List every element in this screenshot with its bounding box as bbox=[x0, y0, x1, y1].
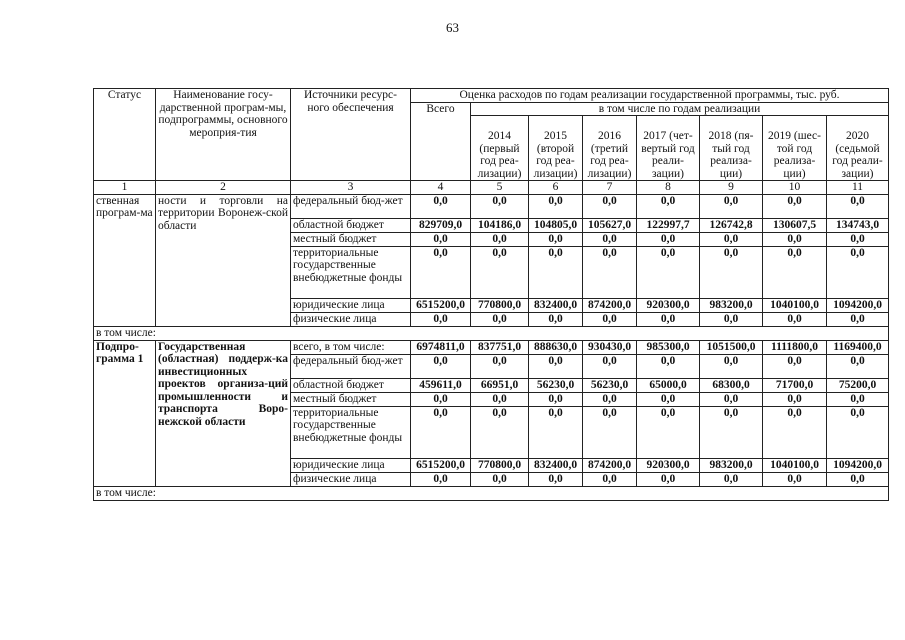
header-status: Статус bbox=[94, 89, 156, 181]
amount-cell: 874200,0 bbox=[583, 458, 637, 472]
funding-source: физические лица bbox=[291, 472, 411, 486]
amount-cell: 6515200,0 bbox=[411, 298, 471, 312]
amount-cell: 459611,0 bbox=[411, 378, 471, 392]
amount-cell: 0,0 bbox=[411, 472, 471, 486]
funding-source: территориальные государственные внебюджетные фонды bbox=[291, 246, 411, 298]
column-number: 5 bbox=[471, 181, 529, 195]
section-row bbox=[94, 326, 889, 340]
amount-cell: 832400,0 bbox=[529, 458, 583, 472]
funding-source: территориальные государственные внебюджетные фонды bbox=[291, 406, 411, 458]
amount-cell: 0,0 bbox=[700, 232, 763, 246]
column-number: 3 bbox=[291, 181, 411, 195]
page-number: 63 bbox=[446, 20, 459, 35]
amount-cell: 832400,0 bbox=[529, 298, 583, 312]
header-year-2018: 2018 (пя-тый год реализа-ции) bbox=[700, 116, 763, 181]
amount-cell: 0,0 bbox=[827, 354, 889, 378]
amount-cell: 0,0 bbox=[471, 406, 529, 458]
funding-source: федеральный бюд-жет bbox=[291, 354, 411, 378]
amount-cell: 1040100,0 bbox=[763, 298, 827, 312]
amount-cell: 0,0 bbox=[471, 392, 529, 406]
amount-cell: 6515200,0 bbox=[411, 458, 471, 472]
amount-cell: 1111800,0 bbox=[763, 340, 827, 354]
amount-cell: 0,0 bbox=[583, 232, 637, 246]
column-number: 8 bbox=[637, 181, 700, 195]
column-number-row bbox=[94, 181, 889, 195]
amount-cell: 0,0 bbox=[471, 246, 529, 298]
amount-cell: 983200,0 bbox=[700, 298, 763, 312]
funding-source: федеральный бюд-жет bbox=[291, 194, 411, 218]
amount-cell: 983200,0 bbox=[700, 458, 763, 472]
amount-cell: 56230,0 bbox=[529, 378, 583, 392]
table-row bbox=[94, 194, 889, 218]
amount-cell: 920300,0 bbox=[637, 298, 700, 312]
amount-cell: 0,0 bbox=[827, 312, 889, 326]
column-number: 6 bbox=[529, 181, 583, 195]
amount-cell: 0,0 bbox=[763, 406, 827, 458]
amount-cell: 0,0 bbox=[637, 232, 700, 246]
amount-cell: 0,0 bbox=[637, 472, 700, 486]
funding-source: областной бюджет bbox=[291, 378, 411, 392]
amount-cell: 0,0 bbox=[637, 406, 700, 458]
amount-cell: 134743,0 bbox=[827, 218, 889, 232]
header-year-2014: 2014 (первый год реа-лизации) bbox=[471, 116, 529, 181]
amount-cell: 0,0 bbox=[529, 232, 583, 246]
amount-cell: 0,0 bbox=[763, 472, 827, 486]
amount-cell: 0,0 bbox=[763, 232, 827, 246]
amount-cell: 0,0 bbox=[471, 312, 529, 326]
header-year-2020: 2020 (седьмой год реали-зации) bbox=[827, 116, 889, 181]
amount-cell: 0,0 bbox=[763, 194, 827, 218]
amount-cell: 66951,0 bbox=[471, 378, 529, 392]
header-year-2016: 2016 (третий год реа-лизации) bbox=[583, 116, 637, 181]
amount-cell: 0,0 bbox=[583, 472, 637, 486]
amount-cell: 0,0 bbox=[637, 312, 700, 326]
amount-cell: 0,0 bbox=[583, 194, 637, 218]
amount-cell: 122997,7 bbox=[637, 218, 700, 232]
amount-cell: 829709,0 bbox=[411, 218, 471, 232]
amount-cell: 0,0 bbox=[529, 472, 583, 486]
amount-cell: 0,0 bbox=[637, 392, 700, 406]
amount-cell: 0,0 bbox=[411, 406, 471, 458]
amount-cell: 0,0 bbox=[827, 392, 889, 406]
funding-source: всего, в том числе: bbox=[291, 340, 411, 354]
header-estimate: Оценка расходов по годам реализации государственной программы, тыс. руб. bbox=[411, 89, 889, 103]
header-year-2019: 2019 (шес-той год реализа-ции) bbox=[763, 116, 827, 181]
amount-cell: 105627,0 bbox=[583, 218, 637, 232]
table-row bbox=[94, 340, 889, 354]
amount-cell: 837751,0 bbox=[471, 340, 529, 354]
amount-cell: 1094200,0 bbox=[827, 298, 889, 312]
column-number: 4 bbox=[411, 181, 471, 195]
section-label: в том числе: bbox=[94, 486, 889, 500]
header-year-2017: 2017 (чет-вертый год реали-зации) bbox=[637, 116, 700, 181]
amount-cell: 770800,0 bbox=[471, 298, 529, 312]
funding-source: юридические лица bbox=[291, 298, 411, 312]
amount-cell: 0,0 bbox=[700, 392, 763, 406]
header-total: Всего bbox=[411, 102, 471, 181]
amount-cell: 1094200,0 bbox=[827, 458, 889, 472]
funding-table bbox=[93, 88, 889, 501]
amount-cell: 0,0 bbox=[700, 472, 763, 486]
program-name: Государственная (областная) поддерж-ка инвестиционных проектов организа-ций промышленности и транспорта Воро-нежской области bbox=[156, 340, 291, 486]
column-number: 11 bbox=[827, 181, 889, 195]
amount-cell: 874200,0 bbox=[583, 298, 637, 312]
column-number: 1 bbox=[94, 181, 156, 195]
amount-cell: 0,0 bbox=[763, 392, 827, 406]
amount-cell: 1040100,0 bbox=[763, 458, 827, 472]
header-year-2015: 2015 (второй год реа-лизации) bbox=[529, 116, 583, 181]
header-sources: Источники ресурс-ного обеспечения bbox=[291, 89, 411, 181]
amount-cell: 1051500,0 bbox=[700, 340, 763, 354]
amount-cell: 56230,0 bbox=[583, 378, 637, 392]
amount-cell: 75200,0 bbox=[827, 378, 889, 392]
section-label: в том числе: bbox=[94, 326, 889, 340]
funding-source: физические лица bbox=[291, 312, 411, 326]
amount-cell: 71700,0 bbox=[763, 378, 827, 392]
amount-cell: 0,0 bbox=[411, 354, 471, 378]
amount-cell: 0,0 bbox=[411, 246, 471, 298]
amount-cell: 0,0 bbox=[700, 312, 763, 326]
amount-cell: 0,0 bbox=[471, 354, 529, 378]
amount-cell: 0,0 bbox=[529, 246, 583, 298]
amount-cell: 0,0 bbox=[583, 392, 637, 406]
amount-cell: 0,0 bbox=[637, 194, 700, 218]
amount-cell: 0,0 bbox=[763, 312, 827, 326]
amount-cell: 65000,0 bbox=[637, 378, 700, 392]
amount-cell: 930430,0 bbox=[583, 340, 637, 354]
amount-cell: 0,0 bbox=[583, 312, 637, 326]
funding-source: местный бюджет bbox=[291, 232, 411, 246]
amount-cell: 0,0 bbox=[700, 194, 763, 218]
amount-cell: 0,0 bbox=[471, 232, 529, 246]
amount-cell: 0,0 bbox=[827, 194, 889, 218]
amount-cell: 0,0 bbox=[763, 354, 827, 378]
amount-cell: 0,0 bbox=[827, 232, 889, 246]
column-number: 2 bbox=[156, 181, 291, 195]
amount-cell: 1169400,0 bbox=[827, 340, 889, 354]
amount-cell: 920300,0 bbox=[637, 458, 700, 472]
column-number: 10 bbox=[763, 181, 827, 195]
section-row bbox=[94, 486, 889, 500]
funding-source: областной бюджет bbox=[291, 218, 411, 232]
amount-cell: 0,0 bbox=[827, 472, 889, 486]
amount-cell: 0,0 bbox=[583, 406, 637, 458]
amount-cell: 0,0 bbox=[411, 392, 471, 406]
amount-cell: 0,0 bbox=[827, 406, 889, 458]
program-status: ственная програм-ма bbox=[94, 194, 156, 326]
amount-cell: 6974811,0 bbox=[411, 340, 471, 354]
column-number: 9 bbox=[700, 181, 763, 195]
header-row-1 bbox=[94, 89, 889, 103]
amount-cell: 0,0 bbox=[529, 354, 583, 378]
amount-cell: 0,0 bbox=[700, 406, 763, 458]
amount-cell: 0,0 bbox=[471, 472, 529, 486]
amount-cell: 0,0 bbox=[637, 246, 700, 298]
funding-source: местный бюджет bbox=[291, 392, 411, 406]
amount-cell: 130607,5 bbox=[763, 218, 827, 232]
amount-cell: 0,0 bbox=[827, 246, 889, 298]
amount-cell: 770800,0 bbox=[471, 458, 529, 472]
amount-cell: 0,0 bbox=[411, 232, 471, 246]
amount-cell: 68300,0 bbox=[700, 378, 763, 392]
amount-cell: 0,0 bbox=[700, 246, 763, 298]
program-name: ности и торговли на территории Воронеж-ской области bbox=[156, 194, 291, 326]
amount-cell: 0,0 bbox=[529, 406, 583, 458]
amount-cell: 104805,0 bbox=[529, 218, 583, 232]
amount-cell: 104186,0 bbox=[471, 218, 529, 232]
amount-cell: 0,0 bbox=[529, 312, 583, 326]
amount-cell: 0,0 bbox=[763, 246, 827, 298]
amount-cell: 0,0 bbox=[637, 354, 700, 378]
amount-cell: 0,0 bbox=[529, 392, 583, 406]
amount-cell: 0,0 bbox=[583, 354, 637, 378]
amount-cell: 0,0 bbox=[471, 194, 529, 218]
amount-cell: 0,0 bbox=[411, 312, 471, 326]
amount-cell: 126742,8 bbox=[700, 218, 763, 232]
funding-source: юридические лица bbox=[291, 458, 411, 472]
amount-cell: 0,0 bbox=[411, 194, 471, 218]
column-number: 7 bbox=[583, 181, 637, 195]
amount-cell: 0,0 bbox=[700, 354, 763, 378]
program-status: Подпро-грамма 1 bbox=[94, 340, 156, 486]
amount-cell: 0,0 bbox=[583, 246, 637, 298]
amount-cell: 0,0 bbox=[529, 194, 583, 218]
amount-cell: 985300,0 bbox=[637, 340, 700, 354]
header-by-years: в том числе по годам реализации bbox=[471, 102, 889, 116]
header-name: Наименование госу-дарственной програм-мы, подпрограммы, основного мероприя-тия bbox=[156, 89, 291, 181]
amount-cell: 888630,0 bbox=[529, 340, 583, 354]
